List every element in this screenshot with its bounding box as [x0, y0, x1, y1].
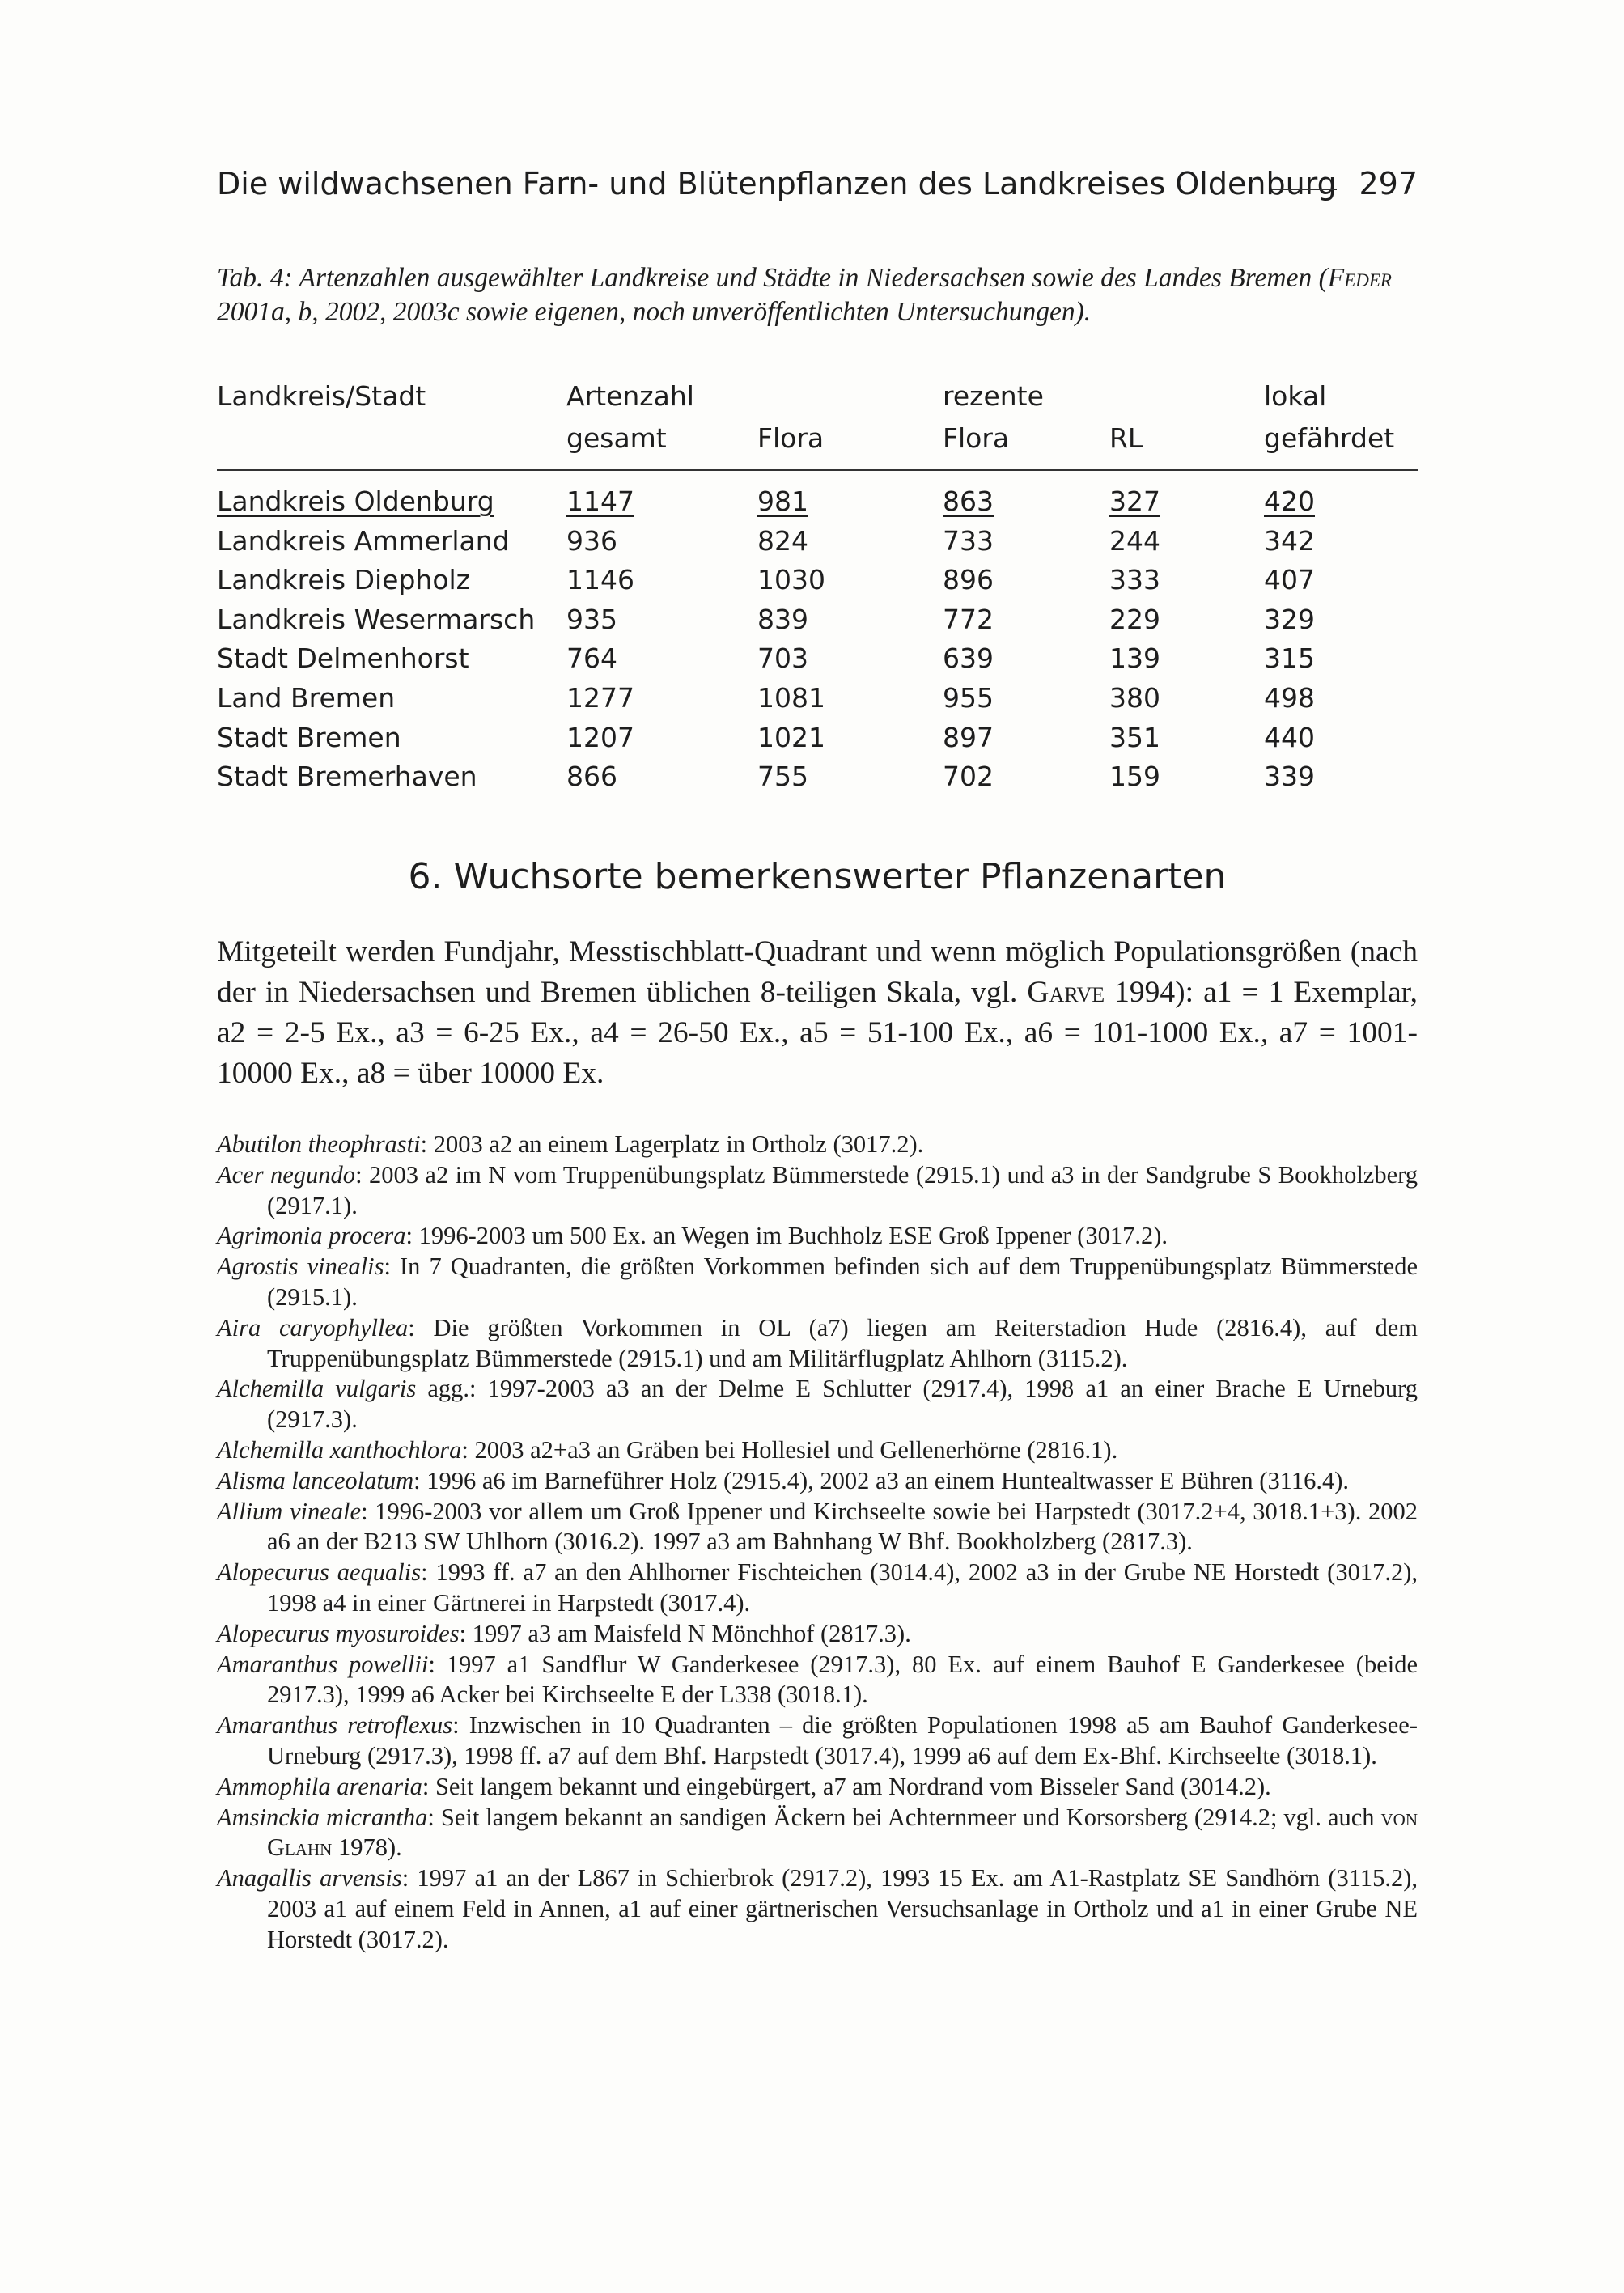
species-text: : 1996-2003 um 500 Ex. an Wegen im Buchholz ESE Groß Ippener (3017.2).	[405, 1222, 1168, 1250]
table-cell: 839	[757, 603, 808, 635]
table-cell: 440	[1264, 721, 1315, 753]
header-col-2-line2: Flora	[757, 422, 825, 454]
species-name: Alopecurus aequalis	[217, 1558, 422, 1587]
table-cell: 420	[1264, 485, 1315, 517]
species-entry	[217, 1160, 1418, 1222]
table-row	[217, 564, 1418, 604]
table-cell: 333	[1109, 564, 1160, 596]
table-cell: 407	[1264, 564, 1315, 596]
table-caption	[217, 261, 1418, 329]
table-body	[217, 471, 1418, 800]
table-cell: 703	[757, 642, 808, 675]
table-row	[217, 485, 1418, 525]
table-row	[217, 604, 1418, 643]
table-cell: Landkreis Wesermarsch	[217, 603, 536, 635]
species-name: Amaranthus powellii	[217, 1650, 429, 1678]
species-name: Amaranthus retroflexus	[217, 1711, 453, 1740]
table-cell: 229	[1109, 603, 1160, 635]
header-col-4-line2: RL	[1109, 422, 1143, 454]
header-col-5-line1: lokal	[1264, 380, 1327, 412]
species-name: Anagallis arvensis	[217, 1864, 402, 1892]
header-col-3-line2: Flora	[943, 422, 1010, 454]
species-text: : 2003 a2 im N vom Truppenübungsplatz Bümmerstede (2915.1) und a3 in der Sandgrube S Bookholzberg (2917.1).	[267, 1160, 1418, 1219]
caption-suffix: 2001a, b, 2002, 2003c sowie eigenen, noch unveröffentlichten Untersuchungen).	[217, 297, 1092, 327]
header-col-3-line1: rezente	[943, 380, 1044, 412]
species-entry	[217, 1558, 1418, 1619]
table-cell: 981	[757, 485, 808, 517]
table-cell: 935	[566, 603, 617, 635]
species-entry	[217, 1803, 1418, 1864]
caption-prefix: Tab. 4: Artenzahlen ausgewählter Landkreise und Städte in Niedersachsen sowie des Landes Bremen (	[217, 263, 1328, 293]
species-entry	[217, 1772, 1418, 1803]
species-name: Agrostis vinealis	[217, 1252, 384, 1281]
table-cell: 1147	[566, 485, 634, 517]
header-rule	[1272, 189, 1337, 190]
species-text: : 1993 ff. a7 an den Ahlhorner Fischteichen (3014.4), 2002 a3 in der Grube NE Horstedt (3017.2), 1998 a4 in einer Gärtnerei in Harpstedt (3017.4).	[267, 1558, 1418, 1617]
running-header-title: Die wildwachsenen Farn- und Blütenpflanzen des Landkreises Oldenburg	[217, 166, 1337, 201]
table-cell: 380	[1109, 681, 1160, 714]
species-list	[217, 1130, 1418, 1956]
intro-author: Garve	[1027, 976, 1105, 1009]
species-name: Agrimonia procera	[217, 1222, 406, 1250]
species-entry	[217, 1313, 1418, 1375]
header-col-0-line1: Landkreis/Stadt	[217, 380, 426, 412]
species-text: : 1997 a3 am Maisfeld N Mönchhof (2817.3).	[459, 1619, 911, 1647]
table-cell: 772	[943, 603, 994, 635]
table-row	[217, 761, 1418, 800]
document-page	[217, 0, 1418, 2293]
table-cell: 159	[1109, 761, 1160, 793]
species-entry	[217, 1497, 1418, 1558]
species-name: Alchemilla xanthochlora	[217, 1435, 462, 1464]
table-cell: 1146	[566, 564, 634, 596]
species-text: : 1996 a6 im Barneführer Holz (2915.4), 2002 a3 an einem Huntealtwasser E Bühren (3116.4).	[413, 1466, 1349, 1494]
running-header	[217, 166, 1418, 214]
table-row	[217, 525, 1418, 565]
table-cell: 1277	[566, 681, 634, 714]
table-cell: 702	[943, 761, 994, 793]
species-text-end: 1978).	[332, 1833, 402, 1862]
table-cell: 866	[566, 761, 617, 793]
species-name: Alopecurus myosuroides	[217, 1619, 460, 1647]
table-cell: Landkreis Oldenburg	[217, 485, 494, 517]
table-cell: 139	[1109, 642, 1160, 675]
species-entry	[217, 1252, 1418, 1313]
table-cell: 342	[1264, 524, 1315, 557]
table-cell: 1207	[566, 721, 634, 753]
table-cell: 244	[1109, 524, 1160, 557]
species-text: : 1997 a1 Sandflur W Ganderkesee (2917.3), 80 Ex. auf einem Bauhof E Ganderkesee (beide 2917.3), 1999 a6 Acker bei Kirchseelte E der L338 (3018.1).	[267, 1650, 1418, 1709]
table-cell: 639	[943, 642, 994, 675]
intro-text-2: 1994): a1 = 1 Exemplar, a2 = 2-5 Ex., a3 = 6-25 Ex., a4 = 26-50 Ex., a5 = 51-100 Ex., a6 = 101-1000 Ex., a7 = 1001-10000 Ex., a8 = über 10000 Ex.	[217, 976, 1418, 1090]
page-number: 297	[1359, 166, 1418, 201]
species-text: agg.: 1997-2003 a3 an der Delme E Schlutter (2917.4), 1998 a1 an einer Brache E Urneburg (2917.3).	[267, 1375, 1418, 1434]
table-header	[217, 380, 1418, 471]
table-cell: 339	[1264, 761, 1315, 793]
species-text: : Die größten Vorkommen in OL (a7) liegen am Reiterstadion Hude (2816.4), auf dem Truppenübungsplatz Bümmerstede (2915.1) und am Militärflugplatz Ahlhorn (3115.2).	[267, 1313, 1418, 1372]
table-cell: 329	[1264, 603, 1315, 635]
species-entry	[217, 1863, 1418, 1955]
species-name: Allium vineale	[217, 1497, 362, 1525]
table-cell: 351	[1109, 721, 1160, 753]
species-entry	[217, 1466, 1418, 1497]
species-entry	[217, 1221, 1418, 1252]
species-count-table	[217, 380, 1418, 800]
species-text: : In 7 Quadranten, die größten Vorkommen befinden sich auf dem Truppenübungsplatz Bümmerstede (2915.1).	[267, 1252, 1418, 1311]
species-entry	[217, 1374, 1418, 1435]
table-row	[217, 722, 1418, 761]
species-entry	[217, 1710, 1418, 1772]
section-heading: 6. Wuchsorte bemerkenswerter Pflanzenarten	[408, 856, 1227, 897]
table-cell: Stadt Bremerhaven	[217, 761, 477, 793]
table-cell: 327	[1109, 485, 1160, 517]
species-text: : Seit langem bekannt und eingebürgert, a7 am Nordrand vom Bisseler Sand (3014.2).	[422, 1772, 1271, 1800]
table-cell: 863	[943, 485, 994, 517]
species-name: Abutilon theophrasti	[217, 1130, 421, 1158]
species-text: : Seit langem bekannt an sandigen Äckern bei Achternmeer und Korsorsberg (2914.2; vgl. auch	[427, 1803, 1381, 1831]
species-name: Ammophila arenaria	[217, 1772, 422, 1800]
species-text: : 2003 a2 an einem Lagerplatz in Ortholz (3017.2).	[420, 1130, 924, 1158]
species-entry	[217, 1435, 1418, 1466]
table-cell: 764	[566, 642, 617, 675]
table-cell: Stadt Delmenhorst	[217, 642, 469, 675]
table-cell: 936	[566, 524, 617, 557]
species-text: : 2003 a2+a3 an Gräben bei Hollesiel und Gellenerhörne (2816.1).	[461, 1435, 1118, 1464]
species-text: : 1997 a1 an der L867 in Schierbrok (2917.2), 1993 15 Ex. am A1-Rastplatz SE Sandhörn (3115.2), 2003 a1 auf einem Feld in Annen, a1 auf einer gärtnerischen Versuchsanlage in Ortholz und a1 in einer Grube NE Horstedt (3017.2).	[267, 1864, 1418, 1953]
table-cell: 1030	[757, 564, 825, 596]
header-col-1-line2: gesamt	[566, 422, 667, 454]
intro-paragraph	[217, 932, 1418, 1094]
table-cell: Landkreis Ammerland	[217, 524, 510, 557]
species-entry	[217, 1650, 1418, 1711]
table-cell: 896	[943, 564, 994, 596]
species-entry	[217, 1130, 1418, 1160]
table-cell: 733	[943, 524, 994, 557]
header-col-5-line2: gefährdet	[1264, 422, 1395, 454]
table-cell: 824	[757, 524, 808, 557]
header-col-1-line1: Artenzahl	[566, 380, 694, 412]
species-entry	[217, 1619, 1418, 1650]
table-cell: 1081	[757, 681, 825, 714]
species-text: : Inzwischen in 10 Quadranten – die größten Populationen 1998 a5 am Bauhof Ganderkesee-Urneburg (2917.3), 1998 ff. a7 auf dem Bhf. Harpstedt (3017.4), 1999 a6 auf dem Ex-Bhf. Kirchseelte (3018.1).	[267, 1711, 1418, 1770]
species-name: Aira caryophyllea	[217, 1313, 409, 1341]
citation-author: von Glahn	[267, 1803, 1418, 1862]
species-name: Acer negundo	[217, 1160, 356, 1189]
table-row	[217, 642, 1418, 682]
table-cell: Land Bremen	[217, 681, 396, 714]
species-name: Alchemilla vulgaris	[217, 1375, 417, 1403]
species-name: Amsinckia micrantha	[217, 1803, 428, 1831]
table-cell: 1021	[757, 721, 825, 753]
caption-author: Feder	[1327, 263, 1392, 293]
table-cell: 897	[943, 721, 994, 753]
intro-text-1: Mitgeteilt werden Fundjahr, Messtischblatt-Quadrant und wenn möglich Populationsgrößen (nach der in Niedersachsen und Bremen üblichen 8-teiligen Skala, vgl.	[217, 935, 1418, 1009]
table-cell: 955	[943, 681, 994, 714]
table-cell: Stadt Bremen	[217, 721, 401, 753]
table-cell: 315	[1264, 642, 1315, 675]
table-cell: Landkreis Diepholz	[217, 564, 471, 596]
species-name: Alisma lanceolatum	[217, 1466, 414, 1494]
table-row	[217, 682, 1418, 722]
species-text: : 1996-2003 vor allem um Groß Ippener und Kirchseelte sowie bei Harpstedt (3017.2+4, 3018.1+3). 2002 a6 an der B213 SW Uhlhorn (3016.2). 1997 a3 am Bahnhang W Bhf. Bookholzberg (2817.3).	[267, 1497, 1418, 1556]
table-cell: 755	[757, 761, 808, 793]
table-cell: 498	[1264, 681, 1315, 714]
